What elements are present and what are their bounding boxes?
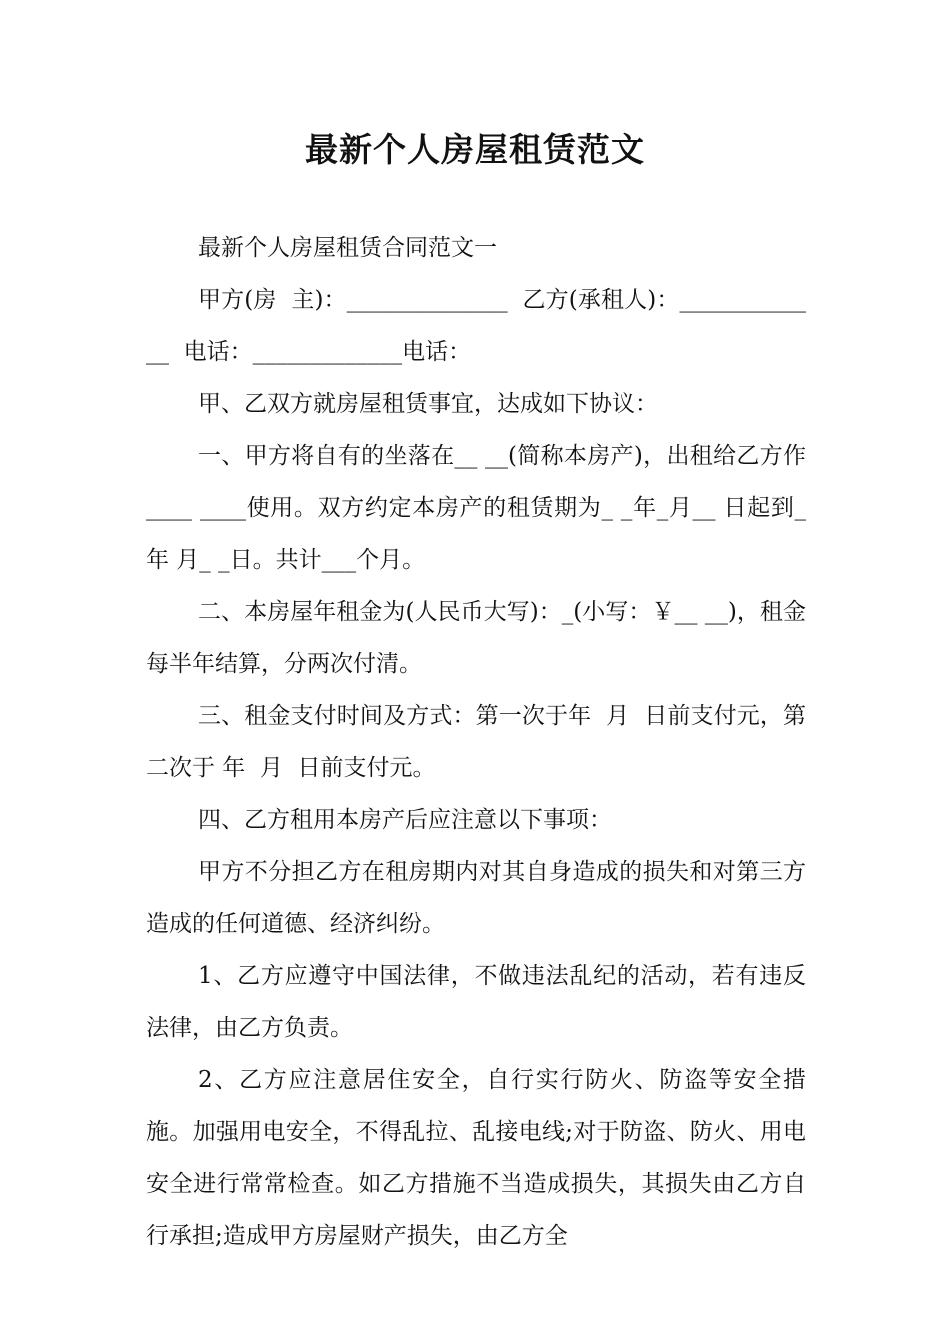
paragraph-parties: 甲方(房 主)：______________ 乙方(承租人)：_____________ 电话：_____________电话： xyxy=(146,287,806,365)
paragraph-item-1: 1、乙方应遵守中国法律，不做违法乱纪的活动，若有违反法律，由乙方负责。 xyxy=(146,963,806,1041)
paragraph-agreement: 甲、乙双方就房屋租赁事宜，达成如下协议： xyxy=(198,391,658,417)
paragraph-item-2: 2、乙方应注意居住安全，自行实行防火、防盗等安全措施。加强用电安全，不得乱拉、乱接电线;对于防盗、防火、用电安全进行常常检查。如乙方措施不当造成损失，其损失由乙方自行承担;造成甲方房屋财产损失，由乙方全 xyxy=(146,1067,806,1249)
document-title: 最新个人房屋租赁范文 xyxy=(305,130,645,169)
paragraph-liability: 甲方不分担乙方在租房期内对其自身造成的损失和对第三方造成的任何道德、经济纠纷。 xyxy=(146,859,806,937)
document-body xyxy=(146,222,806,1262)
paragraph-clause-3: 三、租金支付时间及方式：第一次于年 月 日前支付元，第二次于 年 月 日前支付元。 xyxy=(146,703,806,781)
paragraph-clause-1: 一、甲方将自有的坐落在__ __(简称本房产)，出租给乙方作____ ____使用。双方约定本房产的租赁期为_ _年_月__ 日起到_年 月_ _日。共计___个月。 xyxy=(146,443,806,573)
paragraph-heading: 最新个人房屋租赁合同范文一 xyxy=(198,235,497,261)
paragraph-clause-4: 四、乙方租用本房产后应注意以下事项： xyxy=(198,807,612,833)
paragraph-clause-2: 二、本房屋年租金为(人民币大写)：_(小写：￥__ __)，租金每半年结算，分两次付清。 xyxy=(146,599,806,677)
